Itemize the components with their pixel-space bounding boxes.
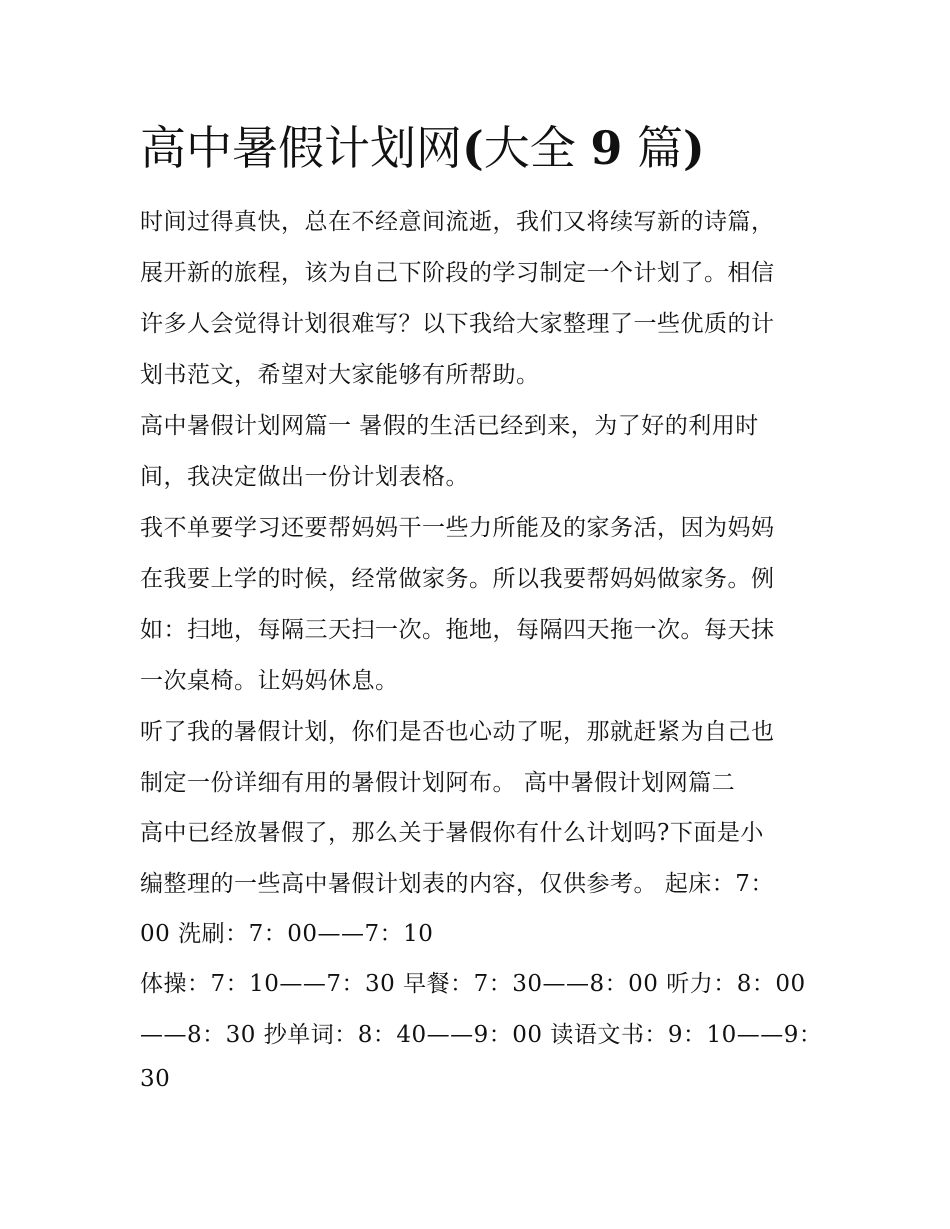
title-mid: 大全	[483, 121, 576, 175]
text-line-6: 间，我决定做出一份计划表格。	[140, 464, 469, 490]
text-line-15: 00 洗刷：7：00——7：10	[140, 921, 434, 947]
text-line-17: ——8：30 抄单词：8：40——9：00 读语文书：9：10——9：	[140, 1022, 823, 1048]
text-line-11: 听了我的暑假计划，你们是否也心动了呢，那就赶紧为自己也	[140, 719, 775, 745]
text-line-7: 我不单要学习还要帮妈妈干一些力所能及的家务活，因为妈妈	[140, 515, 775, 541]
text-line-5: 高中暑假计划网篇一 暑假的生活已经到来，为了好的利用时	[140, 413, 759, 439]
text-line-16: 体操：7：10——7：30 早餐：7：30——8：00 听力：8：00	[140, 971, 806, 997]
title-open-paren: (	[462, 121, 484, 175]
document-title	[140, 118, 705, 178]
text-line-12: 制定一份详细有用的暑假计划阿布。 高中暑假计划网篇二	[140, 770, 736, 796]
text-line-4: 划书范文，希望对大家能够有所帮助。	[140, 362, 540, 388]
text-line-8: 在我要上学的时候，经常做家务。所以我要帮妈妈做家务。例	[140, 566, 775, 592]
text-line-3: 许多人会觉得计划很难写？以下我给大家整理了一些优质的计	[140, 311, 775, 337]
text-line-1: 时间过得真快，总在不经意间流逝，我们又将续写新的诗篇，	[140, 209, 775, 235]
title-prefix: 高中暑假计划网	[140, 121, 462, 175]
text-line-9: 如：扫地，每隔三天扫一次。拖地，每隔四天拖一次。每天抹	[140, 617, 775, 643]
text-line-13: 高中已经放暑假了，那么关于暑假你有什么计划吗?下面是小	[140, 820, 764, 846]
text-line-2: 展开新的旅程，该为自己下阶段的学习制定一个计划了。相信	[140, 260, 775, 286]
text-line-14: 编整理的一些高中暑假计划表的内容，仅供参考。 起床：7：	[140, 871, 774, 897]
text-line-10: 一次桌椅。让妈妈休息。	[140, 668, 399, 694]
text-line-18: 30	[140, 1066, 171, 1092]
title-suffix: 篇	[637, 121, 684, 175]
title-number: 9	[590, 121, 623, 175]
title-close-paren: )	[683, 121, 705, 175]
